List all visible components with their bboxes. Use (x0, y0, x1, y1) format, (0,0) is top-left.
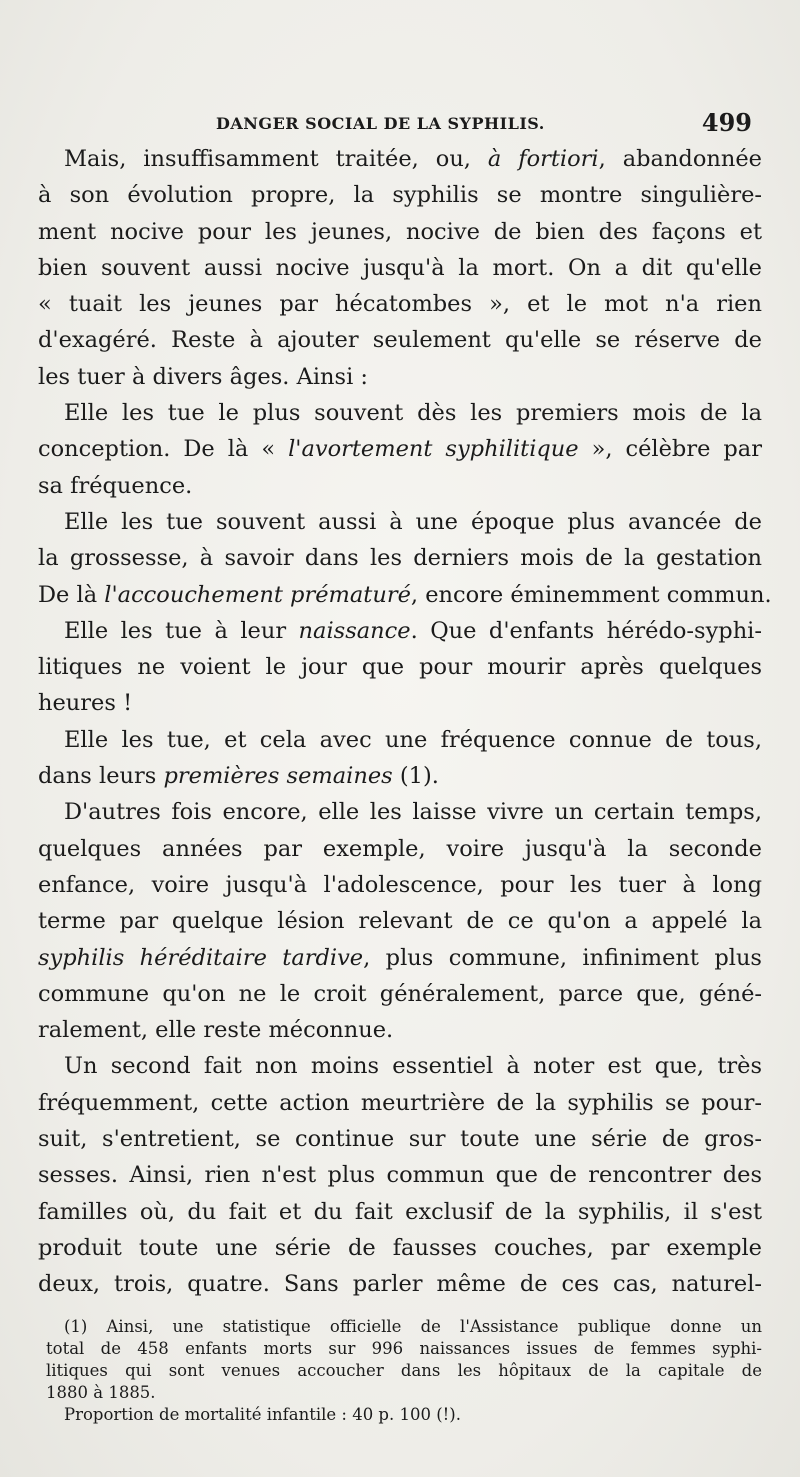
text-line (38, 395, 762, 431)
footnote (46, 1404, 762, 1426)
text-line (38, 1085, 762, 1121)
text-span: sesses. Ainsi, rien n'est plus commun que de rencontrer des (38, 1162, 762, 1189)
paragraph (38, 613, 762, 722)
text-line (38, 359, 762, 395)
text-span: dans leurs (38, 763, 164, 790)
italic-span: syphilis héréditaire tardive (38, 944, 364, 971)
text-line (38, 1048, 762, 1084)
footnote (46, 1316, 762, 1404)
text-span: commune qu'on ne le croit généralement, parce que, géné- (38, 980, 762, 1007)
text-line (38, 1194, 762, 1230)
text-line (38, 141, 762, 177)
text-line (38, 286, 762, 322)
text-span: enfance, voire jusqu'à l'adolescence, pour les tuer à long (38, 871, 762, 898)
text-span: bien souvent aussi nocive jusqu'à la mort. On a dit qu'elle (38, 254, 762, 281)
text-span: Elle les tue souvent aussi à une époque plus avancée de (64, 508, 762, 535)
text-span: ment nocive pour les jeunes, nocive de bien des façons et (38, 218, 762, 245)
text-line (38, 468, 762, 504)
text-span: produit toute une série de fausses couches, par exemple (38, 1234, 762, 1261)
text-line (38, 794, 762, 830)
text-line (38, 1157, 762, 1193)
text-line (38, 722, 762, 758)
paragraph (38, 794, 762, 1048)
text-span: , abandonnée (598, 146, 762, 172)
text-line (38, 903, 762, 939)
text-line (38, 831, 762, 867)
text-span: Elle les tue le plus souvent dès les premiers mois de la (64, 400, 762, 427)
text-line (38, 1012, 762, 1048)
footnote-line: Proportion de mortalité infantile : 40 p. 100 (!). (64, 1405, 461, 1424)
page-header (0, 104, 800, 144)
text-line (38, 685, 762, 721)
text-span: fréquemment, cette action meurtrière de la syphilis se pour- (38, 1089, 762, 1116)
text-span: Un second fait non moins essentiel à noter est que, très (64, 1053, 762, 1080)
text-span: d'exagéré. Reste à ajouter seulement qu'elle se réserve de (38, 327, 762, 354)
text-line (38, 1230, 762, 1266)
text-span: les tuer à divers âges. Ainsi : (38, 363, 369, 390)
text-span: litiques ne voient le jour que pour mourir après quelques (38, 654, 762, 681)
italic-span: l'accouchement prématuré (104, 581, 411, 608)
text-line (38, 250, 762, 286)
text-line (38, 758, 762, 794)
text-span: heures ! (38, 690, 133, 717)
text-line (38, 940, 762, 976)
paragraph (38, 504, 772, 613)
italic-span: à fortiori (487, 146, 599, 172)
text-span: Elle les tue, et cela avec une fréquence connue de tous, (64, 726, 762, 753)
text-line (38, 177, 762, 213)
italic-span: l'avortement syphilitique (288, 436, 579, 463)
text-line (38, 1266, 762, 1302)
running-title: DANGER SOCIAL DE LA SYPHILIS. (216, 114, 545, 133)
text-line (38, 649, 762, 685)
text-span: terme par quelque lésion relevant de ce qu'on a appelé la (38, 908, 762, 935)
text-line (38, 540, 762, 576)
italic-span: naissance (298, 617, 411, 644)
text-span: D'autres fois encore, elle les laisse vivre un certain temps, (64, 799, 762, 826)
footnote-line: total de 458 enfants morts sur 996 naissances issues de femmes syphi- (46, 1339, 762, 1358)
text-line (38, 1121, 762, 1157)
footnotes (46, 1316, 762, 1426)
text-span: deux, trois, quatre. Sans parler même de ces cas, naturel- (38, 1271, 762, 1298)
text-line (38, 577, 772, 613)
text-span: conception. De là « (38, 436, 289, 463)
text-line (38, 504, 762, 540)
text-span: à son évolution propre, la syphilis se montre singulière- (38, 182, 762, 209)
text-line (38, 322, 762, 358)
text-span: , encore éminemment commun. (410, 581, 772, 608)
text-span: . Que d'enfants hérédo-syphi- (410, 617, 762, 644)
text-span: sa fréquence. (38, 472, 193, 499)
paragraph (38, 141, 762, 395)
text-span: », célèbre par (578, 436, 762, 463)
text-span: , plus commune, infiniment plus (363, 944, 762, 971)
text-line (38, 613, 762, 649)
footnote-line: litiques qui sont venues accoucher dans les hôpitaux de la capitale de (46, 1361, 762, 1380)
text-span: familles où, du fait et du fait exclusif de la syphilis, il s'est (38, 1198, 762, 1225)
text-line (38, 976, 762, 1012)
footnote-line: (1) Ainsi, une statistique officielle de l'Assistance publique donne un (64, 1317, 762, 1336)
text-line (38, 867, 762, 903)
text-span: Elle les tue à leur (64, 617, 299, 644)
footnote-line: 1880 à 1885. (46, 1383, 156, 1402)
text-span: quelques années par exemple, voire jusqu'à la seconde (38, 835, 762, 862)
paragraph (38, 395, 762, 504)
text-span: (1). (392, 763, 439, 790)
text-span: De là (38, 581, 105, 608)
text-line (38, 431, 762, 467)
text-span: Mais, insuffisamment traitée, ou, (64, 146, 488, 172)
italic-span: premières semaines (163, 763, 393, 790)
page-number: 499 (701, 108, 752, 137)
text-span: « tuait les jeunes par hécatombes », et le mot n'a rien (38, 291, 762, 318)
text-span: la grossesse, à savoir dans les derniers mois de la gestation (38, 545, 762, 572)
text-span: ralement, elle reste méconnue. (38, 1017, 394, 1044)
paragraph (38, 1048, 762, 1302)
paragraph (38, 722, 762, 795)
body-text (38, 141, 772, 1303)
text-span: suit, s'entretient, se continue sur toute une série de gros- (38, 1126, 762, 1153)
text-line (38, 214, 762, 250)
